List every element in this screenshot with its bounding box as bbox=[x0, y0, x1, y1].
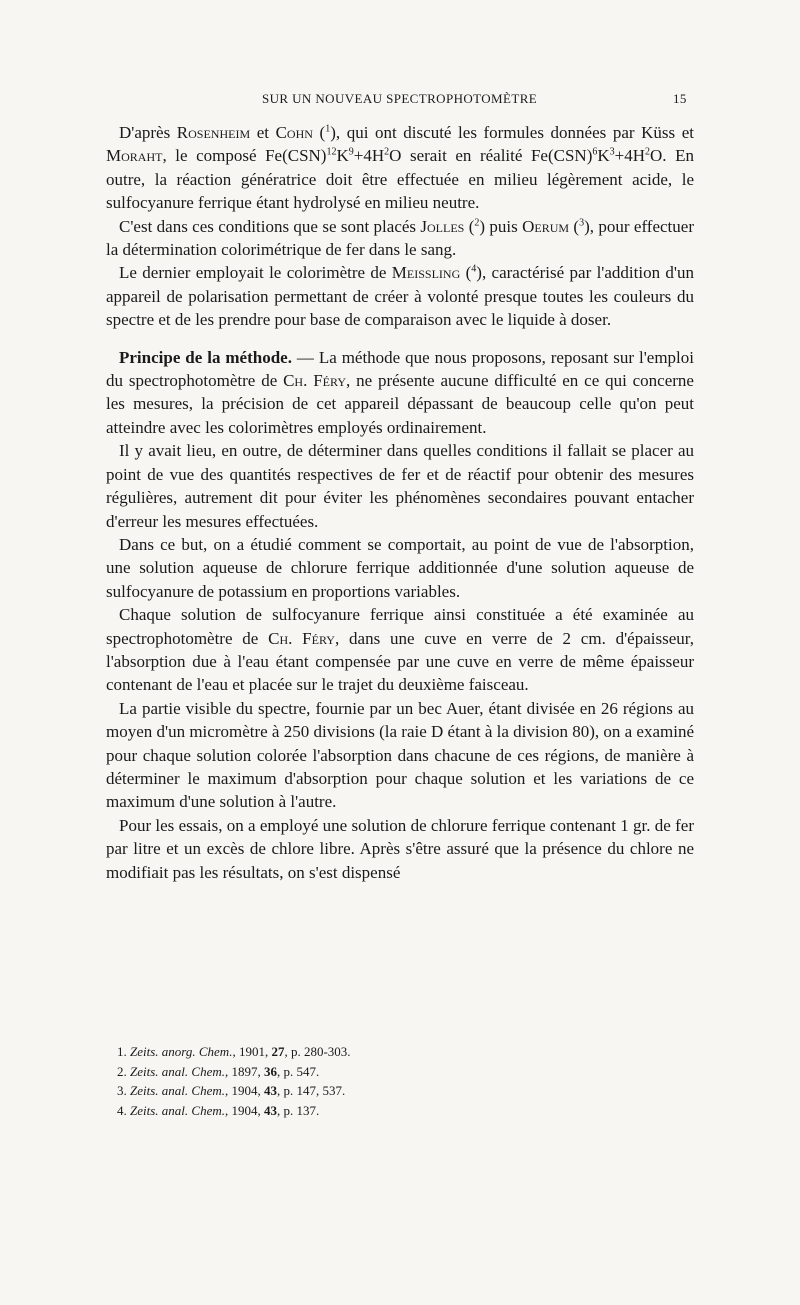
author-name: Ch. Féry bbox=[283, 371, 346, 391]
paragraph-7: Chaque solution de sulfocyanure ferrique ainsi constituée a été examinée au spectrophotomètre de Ch. Féry, dans une cuve en verre de 2 cm. d'épaisseur, l'absorption due à l'eau étant compensée par une cuve en verre de même épaisseur contenant de l'eau et placée sur le trajet du deuxième faisceau. bbox=[106, 605, 694, 695]
footnote-ref: 3 bbox=[579, 216, 585, 228]
footnote-ref: 4 bbox=[471, 263, 477, 275]
paragraph-4: Principe de la méthode. — La méthode que nous proposons, reposant sur l'emploi du spectrophotomètre de Ch. Féry, ne présente aucune difficulté en ce qui concerne les mesures, la précision de cet appareil dépassant de beaucoup celle qu'on peut atteindre avec les colorimètres employés ordinairement. bbox=[106, 347, 694, 437]
main-text bbox=[106, 121, 694, 884]
author-name: Meissling bbox=[391, 263, 461, 283]
footnote: 1. Zeits. anorg. Chem., 1901, 27, p. 280-303. bbox=[117, 1044, 351, 1059]
author-name: Moraht bbox=[106, 146, 163, 166]
paragraph-9: Pour les essais, on a employé une solution de chlorure ferrique contenant 1 gr. de fer par litre et un excès de chlore libre. Après s'être assuré que la présence du chlore ne modifiait pas les résultats, on s'est dispensé bbox=[106, 815, 694, 882]
footnote: 3. Zeits. anal. Chem., 1904, 43, p. 147, 537. bbox=[117, 1083, 346, 1098]
footnotes bbox=[117, 1042, 617, 1120]
paragraph-5: Il y avait lieu, en outre, de déterminer dans quelles conditions il fallait se placer au point de vue des quantités respectives de fer et de réactif pour obtenir des mesures régulières, autrement dit pour éviter les phénomènes secondaires pouvant entacher d'erreur les mesures effectuées. bbox=[106, 441, 694, 531]
author-name: Oerum bbox=[522, 216, 570, 236]
paragraph-8: La partie visible du spectre, fournie par un bec Auer, étant divisée en 26 régions au moyen d'un micromètre à 250 divisions (la raie D étant à la division 80), on a examiné pour chaque solution colorée l'absorption dans chacune de ces régions, de manière à déterminer le maximum d'absorption pour chaque solution et les variations de ce maximum d'une solution à l'autre. bbox=[106, 698, 694, 812]
running-title: SUR UN NOUVEAU SPECTROPHOTOMÈTRE bbox=[262, 91, 538, 106]
running-header bbox=[262, 91, 687, 107]
footnote-ref: 2 bbox=[474, 216, 480, 228]
footnote: 2. Zeits. anal. Chem., 1897, 36, p. 547. bbox=[117, 1063, 320, 1079]
author-name: Ch. Féry bbox=[268, 628, 335, 648]
footnote-ref: 1 bbox=[325, 123, 331, 135]
section-heading: Principe de la méthode. bbox=[119, 347, 292, 367]
paragraph-1: D'après Rosenheim et Cohn ($^1$), qui ont discuté les formules données par Küss et Moraht, le composé $Fe(CSN)^{12}K^9+4H^2O$ serait en réalité $Fe(CSN)^6K^3+4H^2O$. En outre, la réaction génératrice doit être effectuée en milieu légèrement acide, le sulfocyanure ferrique étant hydrolysé en milieu neutre. bbox=[106, 123, 695, 213]
paragraph-2: C'est dans ces conditions que se sont placés Jolles ($^2$) puis Oerum ($^3$), pour effectuer la détermination colorimétrique de fer dans le sang. bbox=[106, 216, 694, 260]
paragraph-3: Le dernier employait le colorimètre de Meissling ($^4$), caractérisé par l'addition d'un appareil de polarisation permettant de créer à volonté presque toutes les couleurs du spectre et de les prendre pour base de comparaison avec le liquide à doser. bbox=[106, 263, 694, 330]
author-name: Jolles bbox=[420, 216, 465, 236]
author-name: Rosenheim bbox=[176, 123, 251, 142]
page-number: 15 bbox=[673, 91, 687, 106]
author-name: Cohn bbox=[275, 123, 313, 142]
footnote: 4. Zeits. anal. Chem., 1904, 43, p. 137. bbox=[117, 1102, 320, 1118]
paragraph-6: Dans ce but, on a étudié comment se comportait, au point de vue de l'absorption, une solution aqueuse de chlorure ferrique additionnée d'une solution aqueuse de sulfocyanure de potassium en proportions variables. bbox=[106, 534, 694, 601]
